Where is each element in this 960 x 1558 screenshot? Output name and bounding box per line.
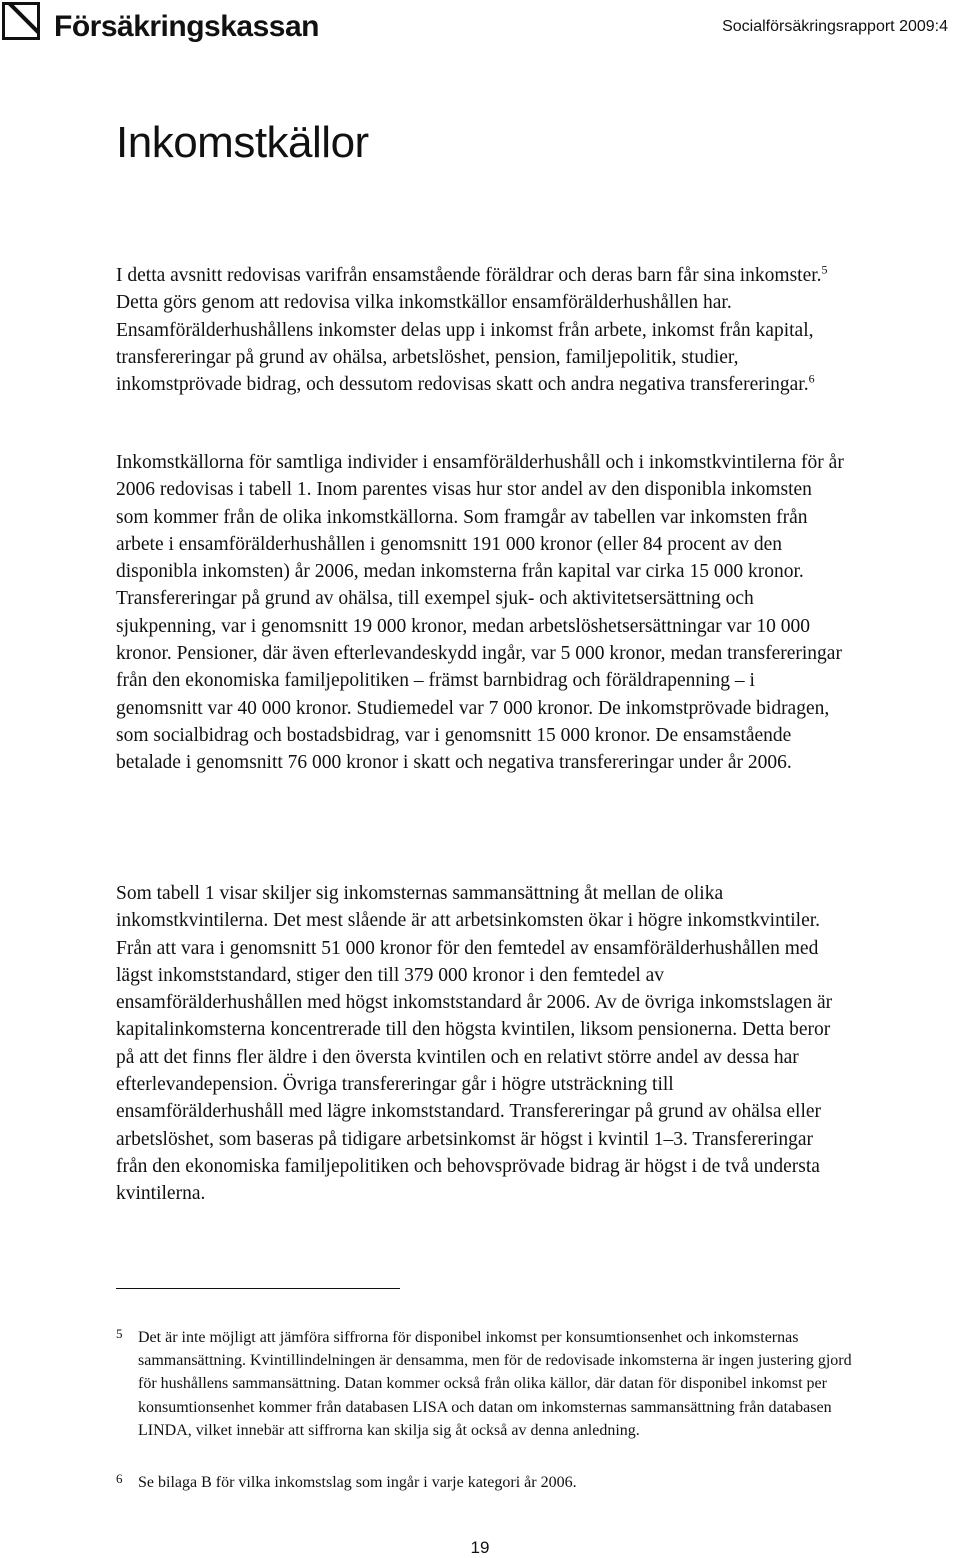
section-title: Inkomstkällor	[116, 118, 369, 167]
report-label: Socialförsäkringsrapport 2009:4	[722, 18, 948, 35]
paragraph-intro-text-a: I detta avsnitt redovisas varifrån ensamstående föräldrar och deras barn får sina inkomster.	[116, 265, 822, 286]
paragraph-intro	[116, 262, 846, 398]
logo-mark-icon	[2, 2, 40, 40]
paragraph-intro-text-b: Detta görs genom att redovisa vilka inkomstkällor ensamförälderhushållen har. Ensamförälderhushållens inkomster delas upp i inkomst från arbete, inkomst från kapital, transfereringar på grund av ohälsa, arbetslöshet, pension, familjepolitik, studier, inkomstprövade bidrag, och dessutom redovisas skatt och andra negativa transfereringar.	[116, 292, 814, 396]
page-number: 19	[470, 1538, 490, 1557]
footnote-6-text: Se bilaga B för vilka inkomstslag som ingår i varje kategori år 2006.	[138, 1474, 577, 1491]
footnote-5	[116, 1326, 856, 1442]
footnote-5-number: 5	[116, 1326, 123, 1341]
paragraph-quintile-comparison: Som tabell 1 visar skiljer sig inkomsternas sammansättning åt mellan de olika inkomstkvintilerna. Det mest slående är att arbetsinkomsten ökar i högre inkomstkvintiler. Från att vara i genomsnitt 51 000 kronor för den femtedel av ensamförälderhushållen med lägst inkomststandard, stiger den till 379 000 kronor i den femtedel av ensamförälderhushållen med högst inkomststandard år 2006. Av de övriga inkomstslagen är kapitalinkomsterna koncentrerade till den högsta kvintilen, liksom pensionerna. Detta beror på att det finns fler äldre i den översta kvintilen och en relativt större andel av dessa har efterlevandepension. Övriga transfereringar går i högre utsträckning till ensamförälderhushåll med lägre inkomststandard. Transfereringar på grund av ohälsa eller arbetslöshet, som baseras på tidigare arbetsinkomst är högst i kvintil 1–3. Transfereringar från den ekonomiska familjepolitiken och behovsprövade bidrag är högst i de två understa kvintilerna.	[116, 883, 833, 1205]
logo-text: Försäkringskassan	[54, 10, 319, 43]
footnote-ref-5: 5	[821, 262, 828, 277]
footnote-6-number: 6	[116, 1471, 123, 1486]
footnote-5-text: Det är inte möjligt att jämföra siffrorna för disponibel inkomst per konsumtionsenhet och inkomsternas sammansättning. Kvintillindelningen är densamma, men för de redovisade inkomsterna är ingen justering gjord för hushållens sammansättning. Datan kommer också från olika källor, där datan för disponibel inkomst per konsumtionsenhet kommer från databasen LISA och datan om inkomsternas sammansättning från databasen LINDA, vilket innebär att siffrorna kan skilja sig åt också av denna anledning.	[138, 1329, 852, 1439]
footnote-ref-6: 6	[808, 371, 815, 386]
forsakringskassan-logo	[2, 2, 319, 44]
footnote-6	[116, 1471, 856, 1494]
paragraph-income-sources: Inkomstkällorna för samtliga individer i ensamförälderhushåll och i inkomstkvintilerna för år 2006 redovisas i tabell 1. Inom parentes visas hur stor andel av den disponibla inkomsten som kommer från de olika inkomstkällorna. Som framgår av tabellen var inkomsten från arbete i ensamförälderhushållen i genomsnitt 191 000 kronor (eller 84 procent av den disponibla inkomsten) år 2006, medan inkomsterna från kapital var cirka 15 000 kronor. Transfereringar på grund av ohälsa, till exempel sjuk- och aktivitetsersättning och sjukpenning, var i genomsnitt 19 000 kronor, medan arbetslöshetsersättningar var 10 000 kronor. Pensioner, där även efterlevandeskydd ingår, var 5 000 kronor, medan transfereringar från den ekonomiska familjepolitiken – främst barnbidrag och föräldrapenning – i genomsnitt var 40 000 kronor. Studiemedel var 7 000 kronor. De inkomstprövade bidragen, som socialbidrag och bostadsbidrag, var i genomsnitt 15 000 kronor. De ensamstående betalade i genomsnitt 76 000 kronor i skatt och negativa transfereringar under år 2006.	[116, 452, 844, 774]
footnote-divider	[116, 1288, 400, 1289]
